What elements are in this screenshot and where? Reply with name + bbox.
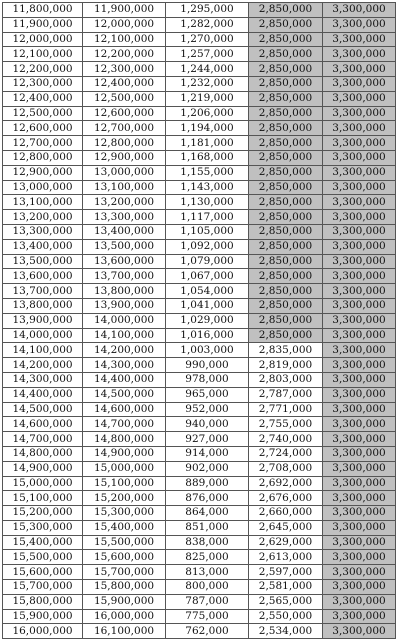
table-row xyxy=(3,269,396,284)
table-cell: 13,500,000 xyxy=(3,254,83,269)
table-cell: 14,900,000 xyxy=(83,446,166,461)
table-cell: 3,300,000 xyxy=(323,565,396,580)
table-cell: 3,300,000 xyxy=(323,32,396,47)
table-row xyxy=(3,298,396,313)
table-cell: 2,850,000 xyxy=(249,239,323,254)
table-cell: 3,300,000 xyxy=(323,3,396,18)
table-cell: 2,819,000 xyxy=(249,358,323,373)
table-row xyxy=(3,372,396,387)
table-row xyxy=(3,136,396,151)
table-cell: 2,850,000 xyxy=(249,136,323,151)
table-cell: 12,600,000 xyxy=(3,121,83,136)
table-cell: 3,300,000 xyxy=(323,106,396,121)
table-cell: 2,692,000 xyxy=(249,476,323,491)
table-cell: 3,300,000 xyxy=(323,387,396,402)
table-cell: 1,054,000 xyxy=(166,284,249,299)
table-cell: 1,257,000 xyxy=(166,47,249,62)
table-cell: 1,219,000 xyxy=(166,91,249,106)
table-cell: 13,100,000 xyxy=(83,180,166,195)
table-cell: 2,787,000 xyxy=(249,387,323,402)
table-cell: 11,900,000 xyxy=(3,17,83,32)
table-cell: 2,850,000 xyxy=(249,91,323,106)
table-cell: 14,000,000 xyxy=(83,313,166,328)
table-cell: 2,850,000 xyxy=(249,47,323,62)
table-cell: 15,500,000 xyxy=(83,535,166,550)
table-cell: 15,100,000 xyxy=(3,491,83,506)
table-cell: 1,270,000 xyxy=(166,32,249,47)
table-row xyxy=(3,343,396,358)
table-cell: 3,300,000 xyxy=(323,446,396,461)
table-cell: 978,000 xyxy=(166,372,249,387)
table-cell: 2,645,000 xyxy=(249,520,323,535)
table-cell: 16,000,000 xyxy=(3,624,83,639)
table-cell: 1,117,000 xyxy=(166,210,249,225)
table-cell: 1,232,000 xyxy=(166,76,249,91)
table-cell: 12,600,000 xyxy=(83,106,166,121)
table-row xyxy=(3,224,396,239)
table-cell: 3,300,000 xyxy=(323,284,396,299)
table-row xyxy=(3,62,396,77)
table-cell: 851,000 xyxy=(166,520,249,535)
table-cell: 902,000 xyxy=(166,461,249,476)
table-cell: 13,600,000 xyxy=(83,254,166,269)
table-cell: 864,000 xyxy=(166,506,249,521)
table-cell: 15,400,000 xyxy=(3,535,83,550)
table-cell: 14,400,000 xyxy=(3,387,83,402)
table-cell: 3,300,000 xyxy=(323,91,396,106)
table-cell: 1,168,000 xyxy=(166,150,249,165)
table-cell: 15,800,000 xyxy=(3,594,83,609)
table-cell: 3,300,000 xyxy=(323,239,396,254)
table-cell: 3,300,000 xyxy=(323,195,396,210)
table-cell: 16,100,000 xyxy=(83,624,166,639)
table-cell: 3,300,000 xyxy=(323,358,396,373)
table-cell: 12,200,000 xyxy=(83,47,166,62)
table-cell: 1,105,000 xyxy=(166,224,249,239)
table-cell: 2,803,000 xyxy=(249,372,323,387)
table-cell: 15,800,000 xyxy=(83,580,166,595)
table-cell: 12,100,000 xyxy=(3,47,83,62)
table-cell: 13,000,000 xyxy=(83,165,166,180)
table-cell: 2,850,000 xyxy=(249,17,323,32)
table-row xyxy=(3,165,396,180)
table-cell: 990,000 xyxy=(166,358,249,373)
table-cell: 3,300,000 xyxy=(323,254,396,269)
table-cell: 2,850,000 xyxy=(249,313,323,328)
table-cell: 3,300,000 xyxy=(323,491,396,506)
table-cell: 15,200,000 xyxy=(83,491,166,506)
table-cell: 3,300,000 xyxy=(323,47,396,62)
table-cell: 2,565,000 xyxy=(249,594,323,609)
table-cell: 1,130,000 xyxy=(166,195,249,210)
table-cell: 1,143,000 xyxy=(166,180,249,195)
table-cell: 13,200,000 xyxy=(3,210,83,225)
table-cell: 15,700,000 xyxy=(83,565,166,580)
table-cell: 3,300,000 xyxy=(323,150,396,165)
table-row xyxy=(3,594,396,609)
table-cell: 3,300,000 xyxy=(323,580,396,595)
table-cell: 16,000,000 xyxy=(83,609,166,624)
table-cell: 3,300,000 xyxy=(323,461,396,476)
table-cell: 1,282,000 xyxy=(166,17,249,32)
table-cell: 3,300,000 xyxy=(323,476,396,491)
table-cell: 3,300,000 xyxy=(323,609,396,624)
table-cell: 13,300,000 xyxy=(3,224,83,239)
table-cell: 3,300,000 xyxy=(323,313,396,328)
table-cell: 14,800,000 xyxy=(83,432,166,447)
table-cell: 12,700,000 xyxy=(83,121,166,136)
table-cell: 15,600,000 xyxy=(83,550,166,565)
table-cell: 2,850,000 xyxy=(249,195,323,210)
salary-table-body xyxy=(3,3,396,639)
table-cell: 1,029,000 xyxy=(166,313,249,328)
table-cell: 876,000 xyxy=(166,491,249,506)
table-row xyxy=(3,624,396,639)
table-cell: 13,700,000 xyxy=(83,269,166,284)
table-cell: 11,800,000 xyxy=(3,3,83,18)
table-cell: 3,300,000 xyxy=(323,76,396,91)
table-cell: 14,600,000 xyxy=(83,402,166,417)
table-cell: 14,700,000 xyxy=(83,417,166,432)
table-cell: 13,600,000 xyxy=(3,269,83,284)
table-cell: 12,100,000 xyxy=(83,32,166,47)
table-cell: 1,016,000 xyxy=(166,328,249,343)
table-cell: 813,000 xyxy=(166,565,249,580)
table-cell: 12,700,000 xyxy=(3,136,83,151)
table-cell: 3,300,000 xyxy=(323,372,396,387)
table-cell: 12,900,000 xyxy=(3,165,83,180)
table-cell: 3,300,000 xyxy=(323,535,396,550)
table-cell: 3,300,000 xyxy=(323,165,396,180)
table-cell: 3,300,000 xyxy=(323,136,396,151)
table-cell: 927,000 xyxy=(166,432,249,447)
table-row xyxy=(3,47,396,62)
table-cell: 15,300,000 xyxy=(3,520,83,535)
table-cell: 13,800,000 xyxy=(3,298,83,313)
table-row xyxy=(3,254,396,269)
table-cell: 1,295,000 xyxy=(166,3,249,18)
table-cell: 15,300,000 xyxy=(83,506,166,521)
table-cell: 13,800,000 xyxy=(83,284,166,299)
table-cell: 13,700,000 xyxy=(3,284,83,299)
table-cell: 2,850,000 xyxy=(249,106,323,121)
table-cell: 2,850,000 xyxy=(249,76,323,91)
table-row xyxy=(3,417,396,432)
table-cell: 889,000 xyxy=(166,476,249,491)
table-row xyxy=(3,106,396,121)
table-row xyxy=(3,491,396,506)
table-row xyxy=(3,328,396,343)
table-cell: 14,300,000 xyxy=(83,358,166,373)
table-row xyxy=(3,76,396,91)
table-row xyxy=(3,609,396,624)
table-cell: 14,100,000 xyxy=(83,328,166,343)
table-cell: 2,771,000 xyxy=(249,402,323,417)
table-row xyxy=(3,313,396,328)
table-row xyxy=(3,446,396,461)
table-cell: 2,724,000 xyxy=(249,446,323,461)
table-cell: 3,300,000 xyxy=(323,506,396,521)
table-row xyxy=(3,402,396,417)
table-row xyxy=(3,32,396,47)
table-cell: 3,300,000 xyxy=(323,550,396,565)
table-cell: 3,300,000 xyxy=(323,180,396,195)
table-cell: 3,300,000 xyxy=(323,269,396,284)
table-cell: 12,900,000 xyxy=(83,150,166,165)
table-cell: 2,850,000 xyxy=(249,121,323,136)
table-cell: 14,800,000 xyxy=(3,446,83,461)
table-cell: 2,597,000 xyxy=(249,565,323,580)
table-cell: 12,300,000 xyxy=(83,62,166,77)
table-cell: 3,300,000 xyxy=(323,62,396,77)
table-cell: 12,400,000 xyxy=(83,76,166,91)
table-cell: 3,300,000 xyxy=(323,432,396,447)
table-cell: 3,300,000 xyxy=(323,343,396,358)
table-cell: 2,850,000 xyxy=(249,165,323,180)
table-cell: 15,000,000 xyxy=(83,461,166,476)
table-cell: 3,300,000 xyxy=(323,298,396,313)
table-cell: 14,100,000 xyxy=(3,343,83,358)
table-cell: 13,100,000 xyxy=(3,195,83,210)
table-row xyxy=(3,565,396,580)
table-cell: 12,200,000 xyxy=(3,62,83,77)
table-cell: 2,755,000 xyxy=(249,417,323,432)
table-row xyxy=(3,91,396,106)
table-cell: 3,300,000 xyxy=(323,417,396,432)
table-cell: 1,067,000 xyxy=(166,269,249,284)
table-cell: 3,300,000 xyxy=(323,224,396,239)
table-cell: 15,900,000 xyxy=(3,609,83,624)
table-cell: 13,000,000 xyxy=(3,180,83,195)
table-cell: 15,400,000 xyxy=(83,520,166,535)
table-cell: 2,850,000 xyxy=(249,150,323,165)
table-cell: 914,000 xyxy=(166,446,249,461)
table-row xyxy=(3,3,396,18)
table-cell: 2,850,000 xyxy=(249,62,323,77)
table-cell: 3,300,000 xyxy=(323,594,396,609)
table-cell: 2,850,000 xyxy=(249,328,323,343)
table-cell: 13,300,000 xyxy=(83,210,166,225)
table-row xyxy=(3,520,396,535)
table-cell: 14,500,000 xyxy=(83,387,166,402)
table-cell: 15,000,000 xyxy=(3,476,83,491)
table-cell: 1,003,000 xyxy=(166,343,249,358)
table-cell: 2,835,000 xyxy=(249,343,323,358)
table-cell: 2,850,000 xyxy=(249,3,323,18)
table-cell: 15,200,000 xyxy=(3,506,83,521)
table-cell: 838,000 xyxy=(166,535,249,550)
table-cell: 12,000,000 xyxy=(83,17,166,32)
table-cell: 12,500,000 xyxy=(3,106,83,121)
table-cell: 2,676,000 xyxy=(249,491,323,506)
table-cell: 15,900,000 xyxy=(83,594,166,609)
table-cell: 3,300,000 xyxy=(323,402,396,417)
table-cell: 12,800,000 xyxy=(83,136,166,151)
table-cell: 12,800,000 xyxy=(3,150,83,165)
table-cell: 800,000 xyxy=(166,580,249,595)
table-cell: 1,155,000 xyxy=(166,165,249,180)
table-cell: 14,300,000 xyxy=(3,372,83,387)
table-cell: 2,850,000 xyxy=(249,210,323,225)
table-cell: 15,700,000 xyxy=(3,580,83,595)
table-row xyxy=(3,239,396,254)
table-row xyxy=(3,580,396,595)
table-cell: 14,400,000 xyxy=(83,372,166,387)
table-cell: 14,500,000 xyxy=(3,402,83,417)
table-cell: 12,400,000 xyxy=(3,91,83,106)
table-row xyxy=(3,195,396,210)
table-cell: 2,660,000 xyxy=(249,506,323,521)
table-cell: 13,900,000 xyxy=(3,313,83,328)
table-row xyxy=(3,387,396,402)
table-cell: 15,600,000 xyxy=(3,565,83,580)
table-cell: 1,041,000 xyxy=(166,298,249,313)
table-row xyxy=(3,535,396,550)
table-row xyxy=(3,461,396,476)
table-cell: 3,300,000 xyxy=(323,328,396,343)
table-cell: 1,092,000 xyxy=(166,239,249,254)
table-cell: 14,700,000 xyxy=(3,432,83,447)
table-cell: 2,850,000 xyxy=(249,32,323,47)
table-cell: 12,500,000 xyxy=(83,91,166,106)
table-cell: 825,000 xyxy=(166,550,249,565)
table-cell: 2,850,000 xyxy=(249,254,323,269)
table-cell: 787,000 xyxy=(166,594,249,609)
table-cell: 14,900,000 xyxy=(3,461,83,476)
table-row xyxy=(3,210,396,225)
table-cell: 2,850,000 xyxy=(249,180,323,195)
table-cell: 13,200,000 xyxy=(83,195,166,210)
table-cell: 952,000 xyxy=(166,402,249,417)
table-cell: 3,300,000 xyxy=(323,210,396,225)
table-cell: 14,200,000 xyxy=(83,343,166,358)
table-cell: 12,300,000 xyxy=(3,76,83,91)
table-cell: 2,708,000 xyxy=(249,461,323,476)
table-cell: 14,600,000 xyxy=(3,417,83,432)
table-row xyxy=(3,476,396,491)
table-row xyxy=(3,432,396,447)
table-row xyxy=(3,284,396,299)
table-cell: 15,100,000 xyxy=(83,476,166,491)
table-cell: 2,850,000 xyxy=(249,269,323,284)
table-cell: 13,500,000 xyxy=(83,239,166,254)
table-cell: 2,850,000 xyxy=(249,298,323,313)
table-cell: 775,000 xyxy=(166,609,249,624)
table-cell: 2,850,000 xyxy=(249,224,323,239)
table-row xyxy=(3,506,396,521)
table-cell: 2,850,000 xyxy=(249,284,323,299)
table-cell: 11,900,000 xyxy=(83,3,166,18)
table-cell: 965,000 xyxy=(166,387,249,402)
table-row xyxy=(3,150,396,165)
table-row xyxy=(3,17,396,32)
table-cell: 2,629,000 xyxy=(249,535,323,550)
table-cell: 13,400,000 xyxy=(83,224,166,239)
table-cell: 1,079,000 xyxy=(166,254,249,269)
table-cell: 2,581,000 xyxy=(249,580,323,595)
table-cell: 3,300,000 xyxy=(323,520,396,535)
table-cell: 3,300,000 xyxy=(323,121,396,136)
table-cell: 12,000,000 xyxy=(3,32,83,47)
table-cell: 2,534,000 xyxy=(249,624,323,639)
table-cell: 2,613,000 xyxy=(249,550,323,565)
table-cell: 2,550,000 xyxy=(249,609,323,624)
table-cell: 13,400,000 xyxy=(3,239,83,254)
table-cell: 14,000,000 xyxy=(3,328,83,343)
table-cell: 940,000 xyxy=(166,417,249,432)
table-cell: 1,244,000 xyxy=(166,62,249,77)
table-cell: 3,300,000 xyxy=(323,17,396,32)
table-row xyxy=(3,358,396,373)
table-cell: 1,194,000 xyxy=(166,121,249,136)
table-cell: 13,900,000 xyxy=(83,298,166,313)
table-cell: 2,740,000 xyxy=(249,432,323,447)
table-row xyxy=(3,121,396,136)
table-cell: 762,000 xyxy=(166,624,249,639)
table-row xyxy=(3,550,396,565)
salary-table xyxy=(2,2,396,639)
table-cell: 14,200,000 xyxy=(3,358,83,373)
table-row xyxy=(3,180,396,195)
table-cell: 15,500,000 xyxy=(3,550,83,565)
table-cell: 3,300,000 xyxy=(323,624,396,639)
table-cell: 1,206,000 xyxy=(166,106,249,121)
table-cell: 1,181,000 xyxy=(166,136,249,151)
